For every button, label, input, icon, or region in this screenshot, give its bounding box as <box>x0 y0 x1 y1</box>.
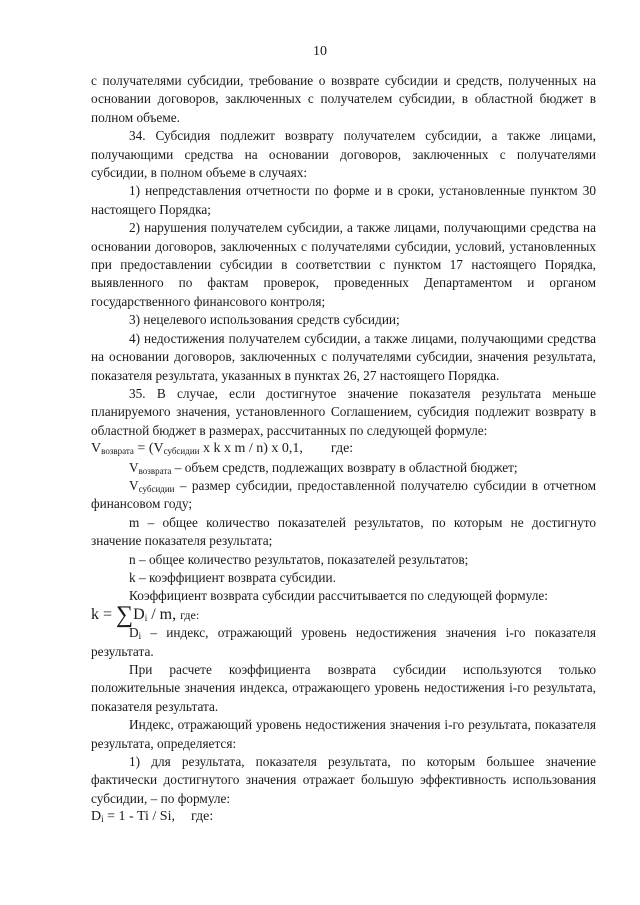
definition-k: k – коэффициент возврата субсидии. <box>129 569 336 585</box>
paragraph-index: Индекс, отражающий уровень недостижения значения i-го результата, показателя результата, определяется: <box>91 717 596 751</box>
definition-v-vozvrata: $V_{возврата}$ – объем средств, подлежащих возврату в областной бюджет; <box>129 459 518 476</box>
document-body <box>91 72 596 827</box>
formula-di: $D_i = 1 - Ti / Si$, где: <box>91 809 214 825</box>
list-item-1: 1) непредставления отчетности по форме и в сроки, установленные пунктом 30 настоящего Порядка; <box>91 183 596 217</box>
definition-n: n – общее количество результатов, показателей результатов; <box>129 551 469 567</box>
paragraph-35: 35. В случае, если достигнутое значение показателя результата меньше планируемого значения, установленного Соглашением, субсидия подлежит возврату в областной бюджет в размерах, рассчитанных по следующей формуле: <box>91 385 596 438</box>
formula-k: $k = \sum D_i / m$, где: <box>91 601 200 628</box>
definition-m: m – общее количество показателей результатов, по которым не достигнуто значение показателя результата; <box>91 514 596 549</box>
list-item-case-1: 1) для результата, показателя результата, по которым большее значение фактически достигнутого значения отражает большую эффективность использования субсидии, – по формуле: <box>91 754 596 806</box>
definition-di: $D_i$ – индекс, отражающий уровень недостижения значения i-го показателя результата. <box>91 625 596 659</box>
paragraph-continuation: с получателями субсидии, требование о возврате субсидии и средств, полученных на основании договоров, заключенных с получателем субсидии, в областной бюджет в полном объеме. <box>91 73 596 125</box>
list-item-2: 2) нарушения получателем субсидии, а также лицами, получающими средства на основании договоров, заключенных с получателями субсидии, условий, установленных при предоставлении субсидии в соответствии с пунктом 17 настоящего Порядка, выявленного по фактам проверок, проведенных Департаментом и органом государственного финансового контроля; <box>91 220 596 309</box>
list-item-3: 3) нецелевого использования средств субсидии; <box>129 312 400 328</box>
formula-v-vozvrata: $V_{возврата} = (V_{субсидии}$ x k x m / n) x 0,1, где: <box>91 441 354 457</box>
paragraph-34: 34. Субсидия подлежит возврату получателем субсидии, а также лицами, получающими средства на основании договоров, заключенных с получателями субсидии, в полном объеме в случаях: <box>91 128 596 181</box>
paragraph-positive-values: При расчете коэффициента возврата субсидии используются только положительные значения индекса, отражающего уровень недостижения i-го результата, показателя результата. <box>91 662 596 714</box>
page-number: 10 <box>313 44 327 59</box>
paragraph-coefficient: Коэффициент возврата субсидии рассчитывается по следующей формуле: <box>129 588 548 604</box>
definition-v-subsidii: $V_{субсидии}$ – размер субсидии, предоставленной получателю субсидии в отчетном финансовом году; <box>91 477 596 512</box>
list-item-4: 4) недостижения получателем субсидии, а также лицами, получающими средства на основании договоров, заключенных с получателями субсидии, значения результата, показателя результата, указанных в пунктах 26, 27 настоящего Порядка. <box>91 330 596 383</box>
